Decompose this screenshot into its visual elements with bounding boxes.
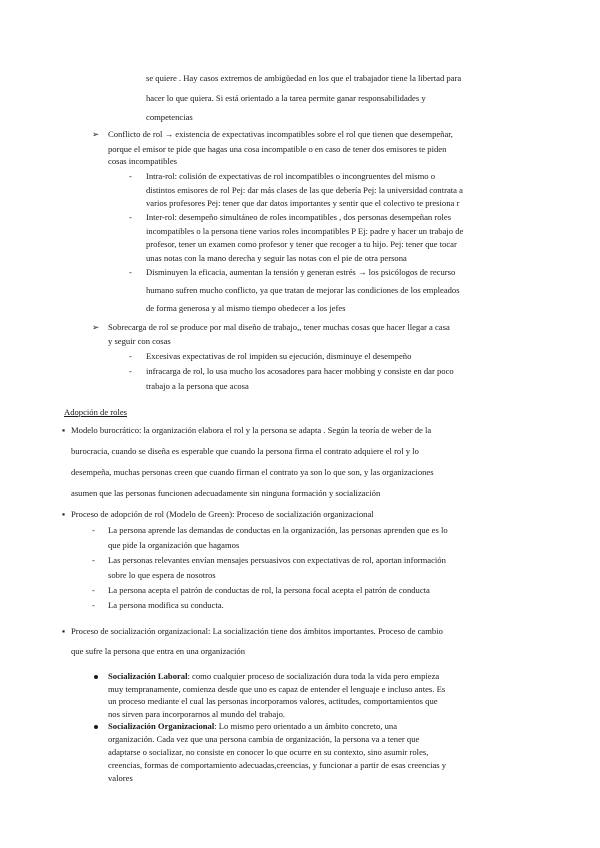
text-line <box>108 672 439 681</box>
dash-bullet: - <box>129 212 132 222</box>
text-line: de forma generosa y al mismo tiempo obedecer a los jefes <box>146 303 346 313</box>
text-line: un proceso mediante el cual las personas incorporamos valores, actitudes, comportamientos que <box>108 696 438 706</box>
text-line: humano sufren mucho conflicto, ya que tratan de mejorar las condiciones de los empleados <box>146 285 460 295</box>
text-line: adaptarse o socializar, no consiste en conocer lo que ocurre en su contexto, sino asumir roles, <box>108 747 429 757</box>
dash-bullet: - <box>92 585 95 595</box>
text-line: varios profesores Pej: tener que dar datos importantes y sentir que el colectivo te presiona r <box>146 198 460 208</box>
text-line: trabajo a la persona que acosa <box>146 381 249 391</box>
text-line: cosas incompatibles <box>108 156 177 166</box>
text-line: creencias, formas de comportamiento adecuadas,creencias, y funcionar a partir de esas creencias y <box>108 760 447 770</box>
text-line: hacer lo que quiera. Si está orientado a la tarea permite ganar responsabilidades y <box>146 93 426 103</box>
square-bullet: ▪ <box>62 626 66 636</box>
text-line: muy tempranamente, comienza desde que uno es capaz de entender el lenguaje e incluso antes. Es <box>108 684 446 694</box>
dash-bullet: - <box>92 555 95 565</box>
text-line: sobre lo que espera de nosotros <box>108 570 216 580</box>
text-line: y seguir con cosas <box>108 336 171 346</box>
arrow-bullet-icon: ➢ <box>92 322 100 332</box>
text-line: organización. Cada vez que una persona cambia de organización, la persona va a tener que <box>108 734 420 744</box>
text-line: Las personas relevantes envían mensajes persuasivos con expectativas de rol, aportan información <box>108 555 446 565</box>
text-line: incompatibles o la persona tiene varios roles incompatibles P Ej: padre y hacer un trabajo de <box>146 226 464 236</box>
section-heading: Adopción de roles <box>64 407 128 417</box>
text-line: La persona acepta el patrón de conductas de rol, la persona focal acepta el patrón de conducta <box>108 585 430 595</box>
text-line: Proceso de socialización organizacional: La socialización tiene dos ámbitos importantes. Proceso de cambio <box>71 626 443 636</box>
term-socializacion-laboral: Socialización Laboral <box>108 671 188 681</box>
text-line: asumen que las personas funcionen adecuadamente sin ninguna formación y socialización <box>71 488 381 498</box>
square-bullet: ▪ <box>62 425 66 435</box>
text-line: valores <box>108 773 133 783</box>
text-line: infracarga de rol, lo usa mucho los acosadores para hacer mobbing y consiste en dar poco <box>146 366 454 376</box>
text-line: Conflicto de rol → existencia de expectativas incompatibles sobre el rol que tienen que desempeñar, <box>108 129 453 139</box>
text-line <box>108 722 397 731</box>
text-line: desempeña, muchas personas creen que cuando firman el contrato ya son lo que son, y las organizaciones <box>71 467 434 477</box>
text-line: Intra-rol: colisión de expectativas de rol incompatibles o incongruentes del mismo o <box>146 171 436 181</box>
arrow-bullet-icon: ➢ <box>92 129 100 139</box>
text-line: porque el emisor te pide que hagas una cosa incompatible o en caso de tener dos emisores te piden <box>108 144 447 154</box>
dash-bullet: - <box>129 267 132 277</box>
text-line: unas notas con la mano derecha y seguir las notas con el pie de otra persona <box>146 253 407 263</box>
text-line: Excesivas expectativas de rol impiden su ejecución, disminuye el desempeño <box>146 351 412 361</box>
dash-bullet: - <box>92 525 95 535</box>
text-line: burocracia, cuando se diseña es esperable que cuando la persona firma el contrato adquiere el rol y lo <box>71 446 419 456</box>
text-line: La persona aprende las demandas de conductas en la organización, las personas aprenden que es lo <box>108 525 448 535</box>
square-bullet: ▪ <box>62 509 66 519</box>
term-socializacion-organizacional: Socialización Organizacional <box>108 721 215 731</box>
text-line: La persona modifica su conducta. <box>108 600 224 610</box>
text-line: Proceso de adopción de rol (Modelo de Green): Proceso de socialización organizacional <box>71 509 374 519</box>
text-line: Sobrecarga de rol se produce por mal diseño de trabajo,, tener muchas cosas que hacer llegar a casa <box>108 322 450 332</box>
text-line: Disminuyen la eficacia, aumentan la tensión y generan estrés → los psicólogos de recurso <box>146 267 456 277</box>
text-line: que sufre la persona que entra en una organización <box>71 646 246 656</box>
text-line: nos sirven para incorporarnos al mundo del trabajo. <box>108 709 286 719</box>
text-line: que pide la organización que hagamos <box>108 540 240 550</box>
dash-bullet: - <box>92 600 95 610</box>
text-line: distintos emisores de rol Pej: dar más clases de las que debería Pej: la universidad contrata a <box>146 185 463 195</box>
text-line: profesor, tener un examen como profesor y tener que recoger a tu hijo. Pej: tener que tocar <box>146 239 457 249</box>
text-fragment: : Lo mismo pero orientado a un ámbito concreto, una <box>214 721 398 731</box>
text-line: se quiere . Hay casos extremos de ambigüedad en los que el trabajador tiene la libertad para <box>146 73 462 83</box>
dash-bullet: - <box>129 351 132 361</box>
dash-bullet: - <box>129 366 132 376</box>
round-bullet <box>94 725 98 729</box>
round-bullet <box>94 675 98 679</box>
text-line: Modelo burocrático: la organización elabora el rol y la persona se adapta . Según la teoría de weber de la <box>71 425 432 435</box>
text-fragment: : como cualquier proceso de socialización dura toda la vida pero empieza <box>187 671 440 681</box>
text-line: competencias <box>146 112 193 122</box>
dash-bullet: - <box>129 171 132 181</box>
text-line: Inter-rol: desempeño simultáneo de roles incompatibles , dos personas desempeñan roles <box>146 212 452 222</box>
